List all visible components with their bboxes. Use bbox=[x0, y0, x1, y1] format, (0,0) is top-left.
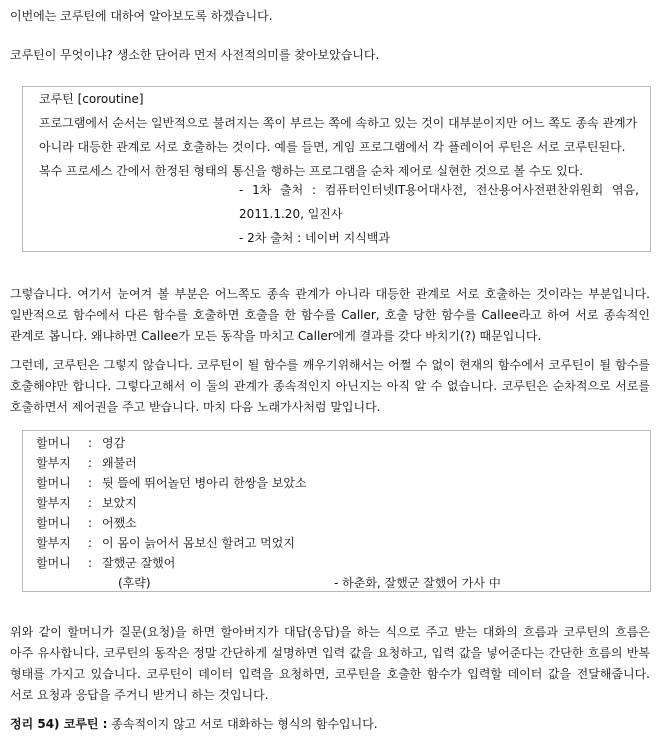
dialog-line: 할머니 : 영감 bbox=[36, 436, 126, 450]
definition-source-1-date: 2011.1.20, 일진사 bbox=[239, 207, 343, 221]
dialog-line: 할부지 : 왜불러 bbox=[36, 456, 137, 470]
dialog-line: 할머니 : 어쨌소 bbox=[36, 516, 137, 530]
dialog-line: 할부지 : 이 몸이 늙어서 몸보신 할려고 먹었지 bbox=[36, 536, 295, 550]
paragraph-caller-callee: 그렇습니다. 여기서 눈여겨 볼 부분은 어느쪽도 종속 관계가 아니라 대등한 관계로 서로 호출하는 것이라는 부분입니다. 일반적으로 함수에서 다른 함수를 호출하면 호출을 한 함수를 Caller, 호출 당한 함수를 Callee라고 하여 서로 종속적인 관계로 봅니다. 왜냐하면 Callee가 모든 동작을 마치고 Caller에게 결과를 갖다 바치기(?) 때문입니다. bbox=[10, 287, 650, 343]
paragraph-coroutine-control: 그런데, 코루틴은 그렇지 않습니다. 코루틴이 될 함수를 깨우기위해서는 어쩔 수 없이 현재의 함수에서 코루틴이 될 함수를 호출해야만 합니다. 그렇다고해서 이 둘의 관계가 종속적인지 아닌지는 아직 알 수 없습니다. 코루틴은 순차적으로 서로를 호출하면서 제어권을 주고 받습니다. 마치 다음 노래가사처럼 말입니다. bbox=[10, 358, 650, 414]
lyrics-omitted: (후략) bbox=[118, 576, 151, 590]
lyrics-source: - 하춘화, 잘했군 잘했어 가사 中 bbox=[334, 576, 501, 590]
dialog-line: 할머니 : 잘했군 잘했어 bbox=[36, 556, 176, 570]
intro-text: 이번에는 코루틴에 대하여 알아보도록 하겠습니다. bbox=[10, 9, 273, 23]
definition-box bbox=[22, 86, 651, 252]
paragraph-conversation-flow: 위와 같이 할머니가 질문(요청)을 하면 할아버지가 대답(응답)을 하는 식으로 주고 받는 대화의 흐름과 코루틴의 흐름은 아주 유사합니다. 코루틴의 동작은 정말 간단하게 설명하면 입력 값을 요청하고, 입력 값을 넣어준다는 간단한 흐름의 반복 형태를 가지고 있습니다. 코루틴이 데이터 입력을 요청하면, 코루틴을 호출한 함수가 입력할 데이터 값을 전달해줍니다. 서로 요청과 응답을 주거니 받거니 하는 것입니다. bbox=[10, 625, 650, 702]
definition-source-2: - 2차 출처 : 네이버 지식백과 bbox=[239, 231, 391, 245]
summary-label: 정리 54) 코루틴 : bbox=[10, 717, 108, 731]
lyrics-box bbox=[22, 430, 651, 592]
intro-question: 코루틴이 무엇이냐? 생소한 단어라 먼저 사전적의미를 찾아보았습니다. bbox=[10, 48, 380, 62]
definition-body: 프로그램에서 순서는 일반적으로 불려지는 쪽이 부르는 쪽에 속하고 있는 것이 대부분이지만 어느 쪽도 종속 관계가 아니라 대등한 관계로 서로 호출하는 것이다. 예를 들면, 게임 프로그램에서 각 플레이어 루틴은 서로 코루틴된다. 복수 프로세스 간에서 한정된 형태의 통신을 행하는 프로그램을 순차 제어로 실현한 것으로 볼 수도 있다. bbox=[39, 116, 638, 178]
definition-source-1: - 1차 출처 : 컴퓨터인터넷IT용어대사전, 전산용어사전편찬위원회 엮음, bbox=[239, 183, 639, 197]
dialog-line: 할부지 : 보았지 bbox=[36, 496, 137, 510]
dialog-line: 할머니 : 뒷 뜰에 뛰어놀던 병아리 한쌍을 보았소 bbox=[36, 476, 307, 490]
summary-line bbox=[10, 714, 650, 735]
definition-title: 코루틴 [coroutine] bbox=[39, 92, 144, 106]
summary-text: 종속적이지 않고 서로 대화하는 형식의 함수입니다. bbox=[107, 717, 378, 731]
